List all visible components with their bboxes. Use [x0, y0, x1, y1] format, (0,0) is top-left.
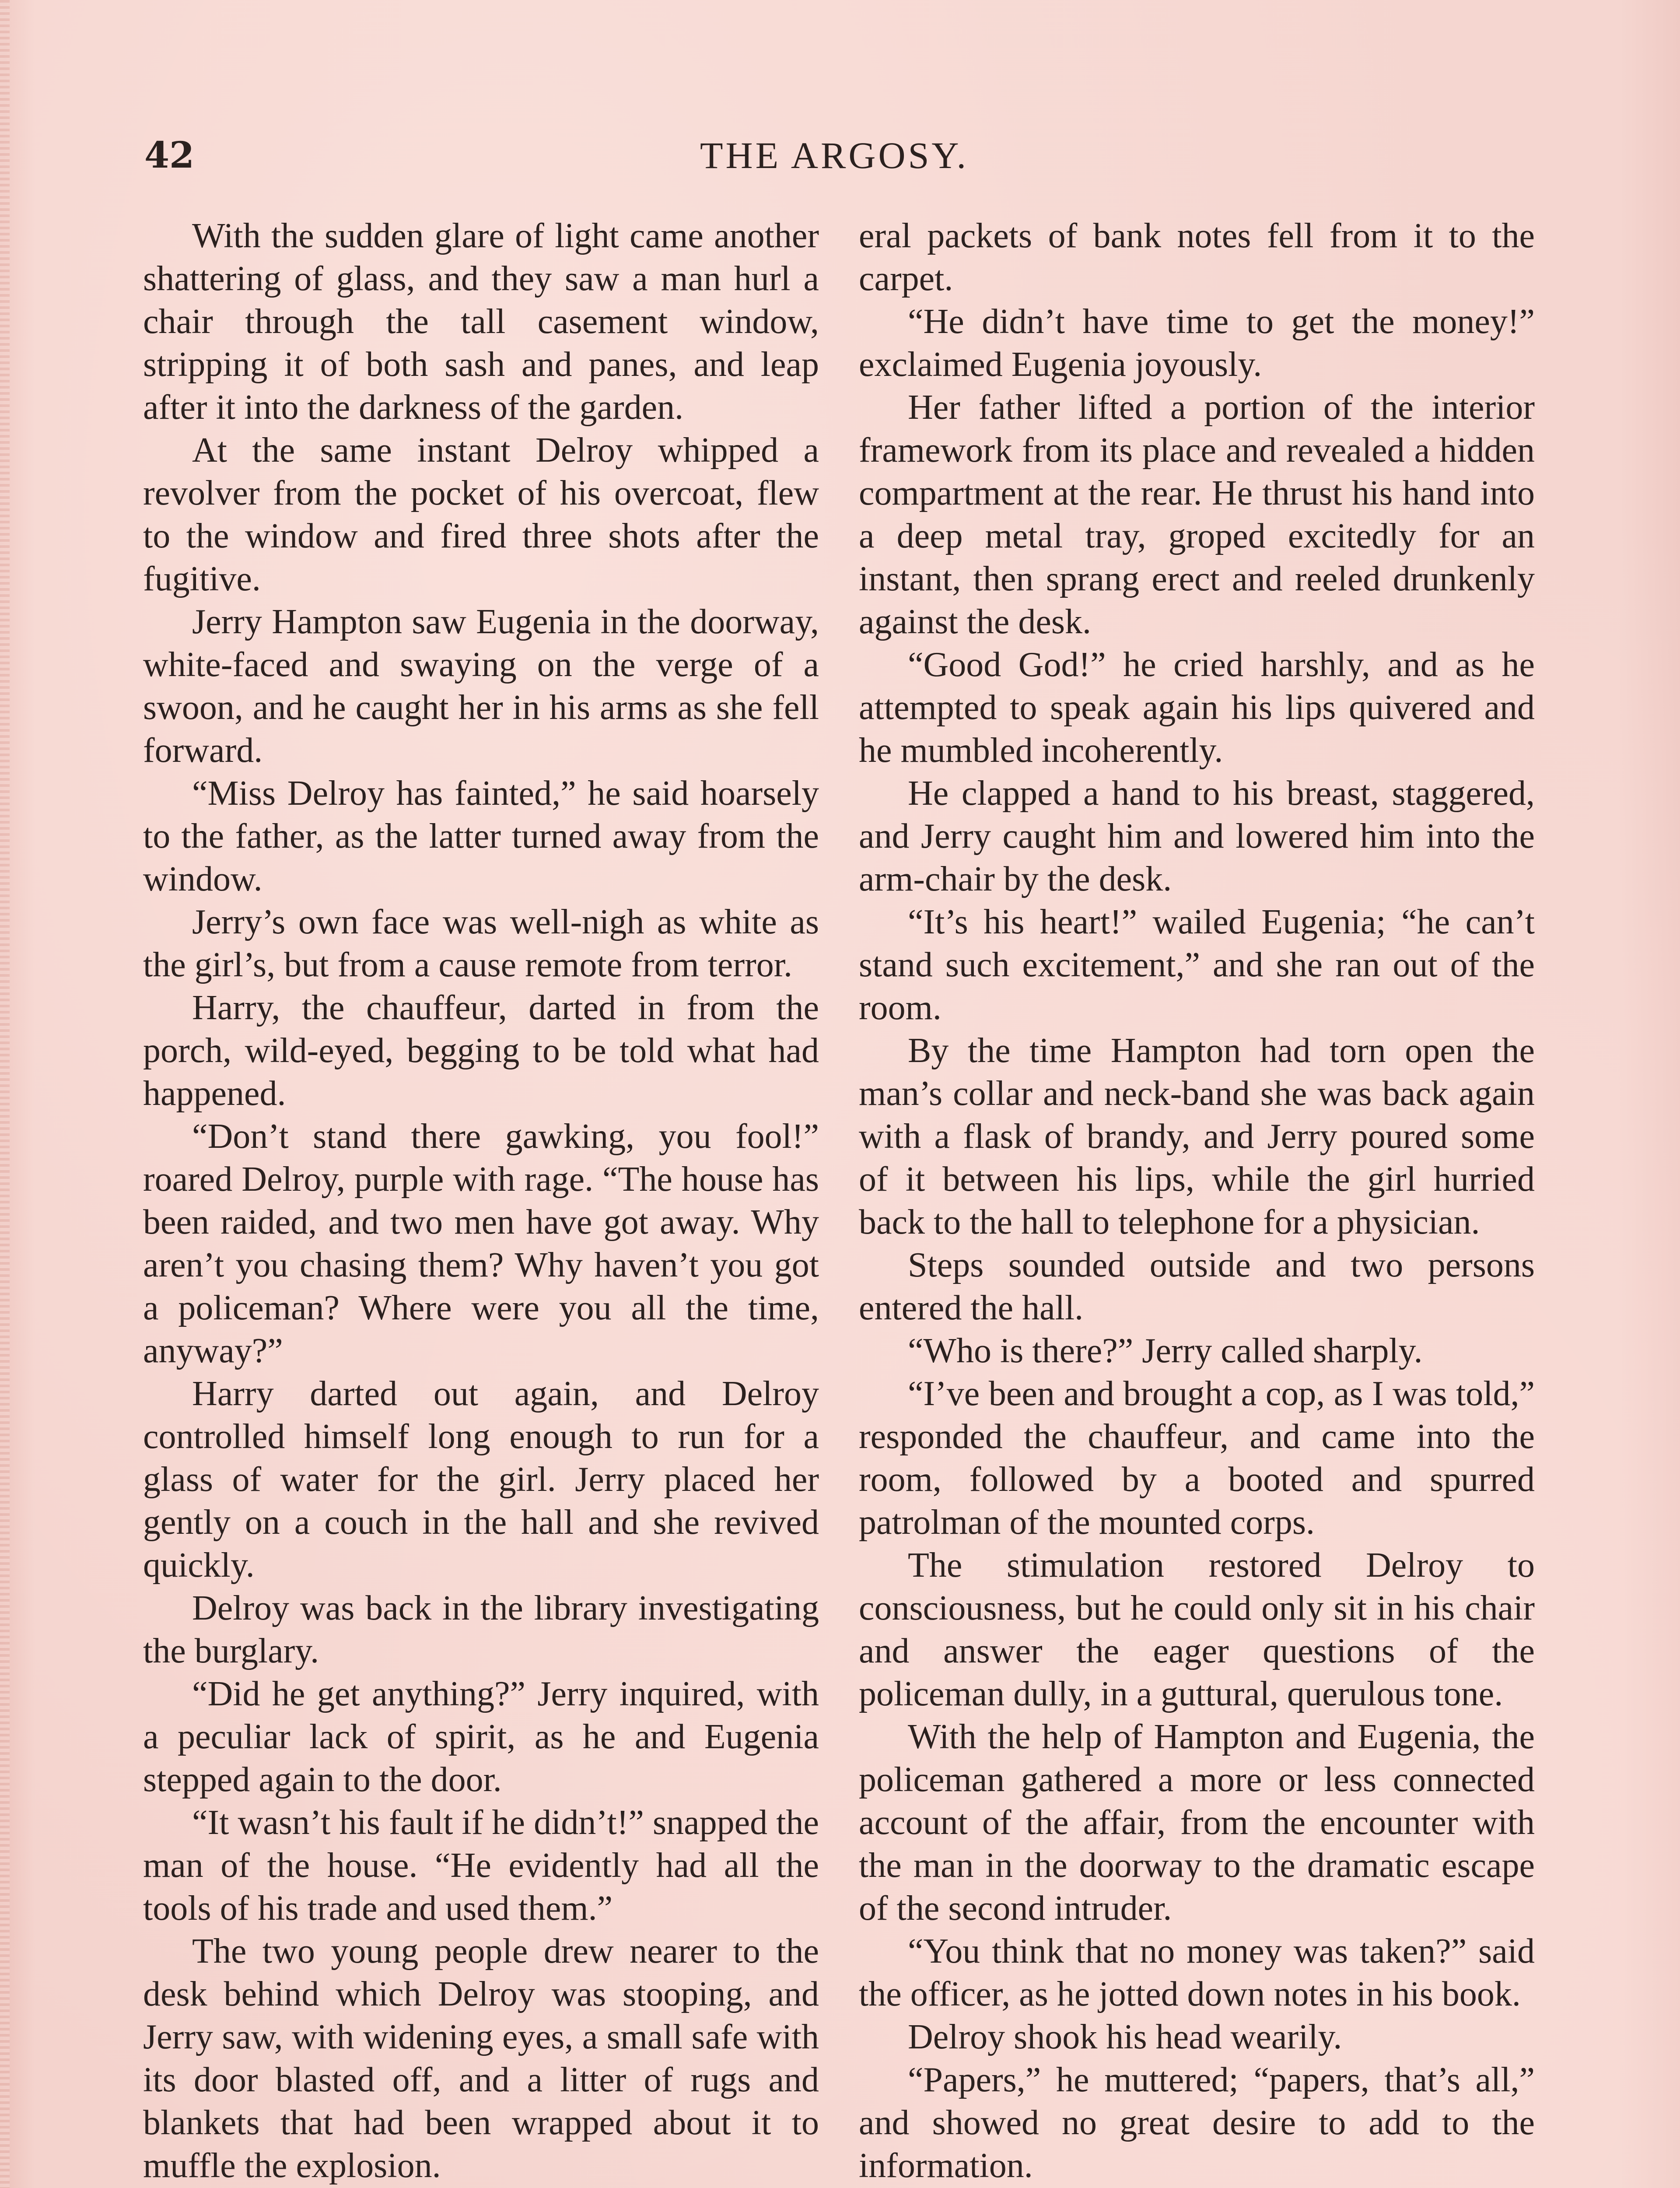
paragraph: “You think that no money was taken?” said the officer, as he jotted down notes in his book.: [859, 1932, 1535, 2013]
paragraph: “Don’t stand there gawking, you fool!” roared Delroy, purple with rage. “The house has been raided, and two men have got away. Why aren’t you chasing them? Why haven’t you got a policeman? Where were you all the time, anyway?”: [143, 1117, 819, 1370]
paragraph: Steps sounded outside and two persons entered the hall.: [859, 1246, 1535, 1327]
page-number: 42: [144, 134, 195, 176]
paragraph: “I’ve been and brought a cop, as I was told,” responded the chauffeur, and came into the room, followed by a booted and spurred patrolman of the mounted corps.: [859, 1375, 1535, 1542]
page-header: [144, 131, 1544, 179]
paragraph: “Miss Delroy has fainted,” he said hoarsely to the father, as the latter turned away from the window.: [143, 774, 819, 898]
paragraph: The two young people drew nearer to the desk behind which Delroy was stooping, and Jerry saw, with widening eyes, a small safe with its door blasted off, and a litter of rugs and blankets that had been wrapped about it to muffle the explosion.: [143, 1932, 819, 2185]
running-head: THE ARGOSY.: [700, 134, 969, 176]
page-edge: [0, 0, 10, 2188]
text-column-left: [143, 214, 819, 2188]
text-column-right: [859, 214, 1535, 2188]
paragraph: With the sudden glare of light came another shattering of glass, and they saw a man hurl a chair through the tall casement window, stripping it of both sash and panes, and leap after it into the darkness of the garden.: [143, 217, 819, 427]
paragraph: Jerry’s own face was well-nigh as white as the girl’s, but from a cause remote from terror.: [143, 903, 819, 984]
paragraph: Jerry Hampton saw Eugenia in the doorway, white-faced and swaying on the verge of a swoon, and he caught her in his arms as she fell forward.: [143, 603, 819, 770]
paragraph: “He didn’t have time to get the money!” exclaimed Eugenia joyously.: [859, 302, 1535, 384]
paragraph: The stimulation restored Delroy to consciousness, but he could only sit in his chair and answer the eager questions of the policeman dully, in a guttural, querulous tone.: [859, 1546, 1535, 1713]
paragraph: He clapped a hand to his breast, staggered, and Jerry caught him and lowered him into the arm-chair by the desk.: [859, 774, 1535, 898]
paragraph: “Who is there?” Jerry called sharply.: [908, 1332, 1423, 1370]
paragraph: Her father lifted a portion of the interior framework from its place and revealed a hidden compartment at the rear. He thrust his hand into a deep metal tray, groped excitedly for an instant, then sprang erect and reeled drunkenly against the desk.: [859, 388, 1535, 641]
paragraph: Harry darted out again, and Delroy controlled himself long enough to run for a glass of water for the girl. Jerry placed her gently on a couch in the hall and she revived quickly.: [143, 1375, 819, 1585]
paragraph: “It wasn’t his fault if he didn’t!” snapped the man of the house. “He evidently had all the tools of his trade and used them.”: [143, 1803, 819, 1928]
paragraph: Delroy shook his head wearily.: [908, 2018, 1342, 2056]
paragraph: At the same instant Delroy whipped a revolver from the pocket of his overcoat, flew to the window and fired three shots after the fugitive.: [143, 431, 819, 598]
paragraph: “It’s his heart!” wailed Eugenia; “he can’t stand such excitement,” and she ran out of the room.: [859, 903, 1535, 1027]
paragraph-continuation: eral packets of bank notes fell from it to the carpet.: [859, 217, 1535, 298]
paragraph: “Papers,” he muttered; “papers, that’s all,” and showed no great desire to add to the information.: [859, 2061, 1535, 2185]
paragraph: “Did he get anything?” Jerry inquired, with a peculiar lack of spirit, as he and Eugenia stepped again to the door.: [143, 1675, 819, 1799]
paragraph: Harry, the chauffeur, darted in from the porch, wild-eyed, begging to be told what had happened.: [143, 989, 819, 1113]
paragraph: With the help of Hampton and Eugenia, the policeman gathered a more or less connected account of the affair, from the encounter with the man in the doorway to the dramatic escape of the second intruder.: [859, 1718, 1535, 1928]
paragraph: By the time Hampton had torn open the man’s collar and neck-band she was back again with a flask of brandy, and Jerry poured some of it between his lips, while the girl hurried back to the hall to telephone for a physician.: [859, 1031, 1535, 1241]
paragraph: Delroy was back in the library investigating the burglary.: [143, 1589, 819, 1670]
paragraph: “Good God!” he cried harshly, and as he attempted to speak again his lips quivered and he mumbled incoherently.: [859, 645, 1535, 770]
